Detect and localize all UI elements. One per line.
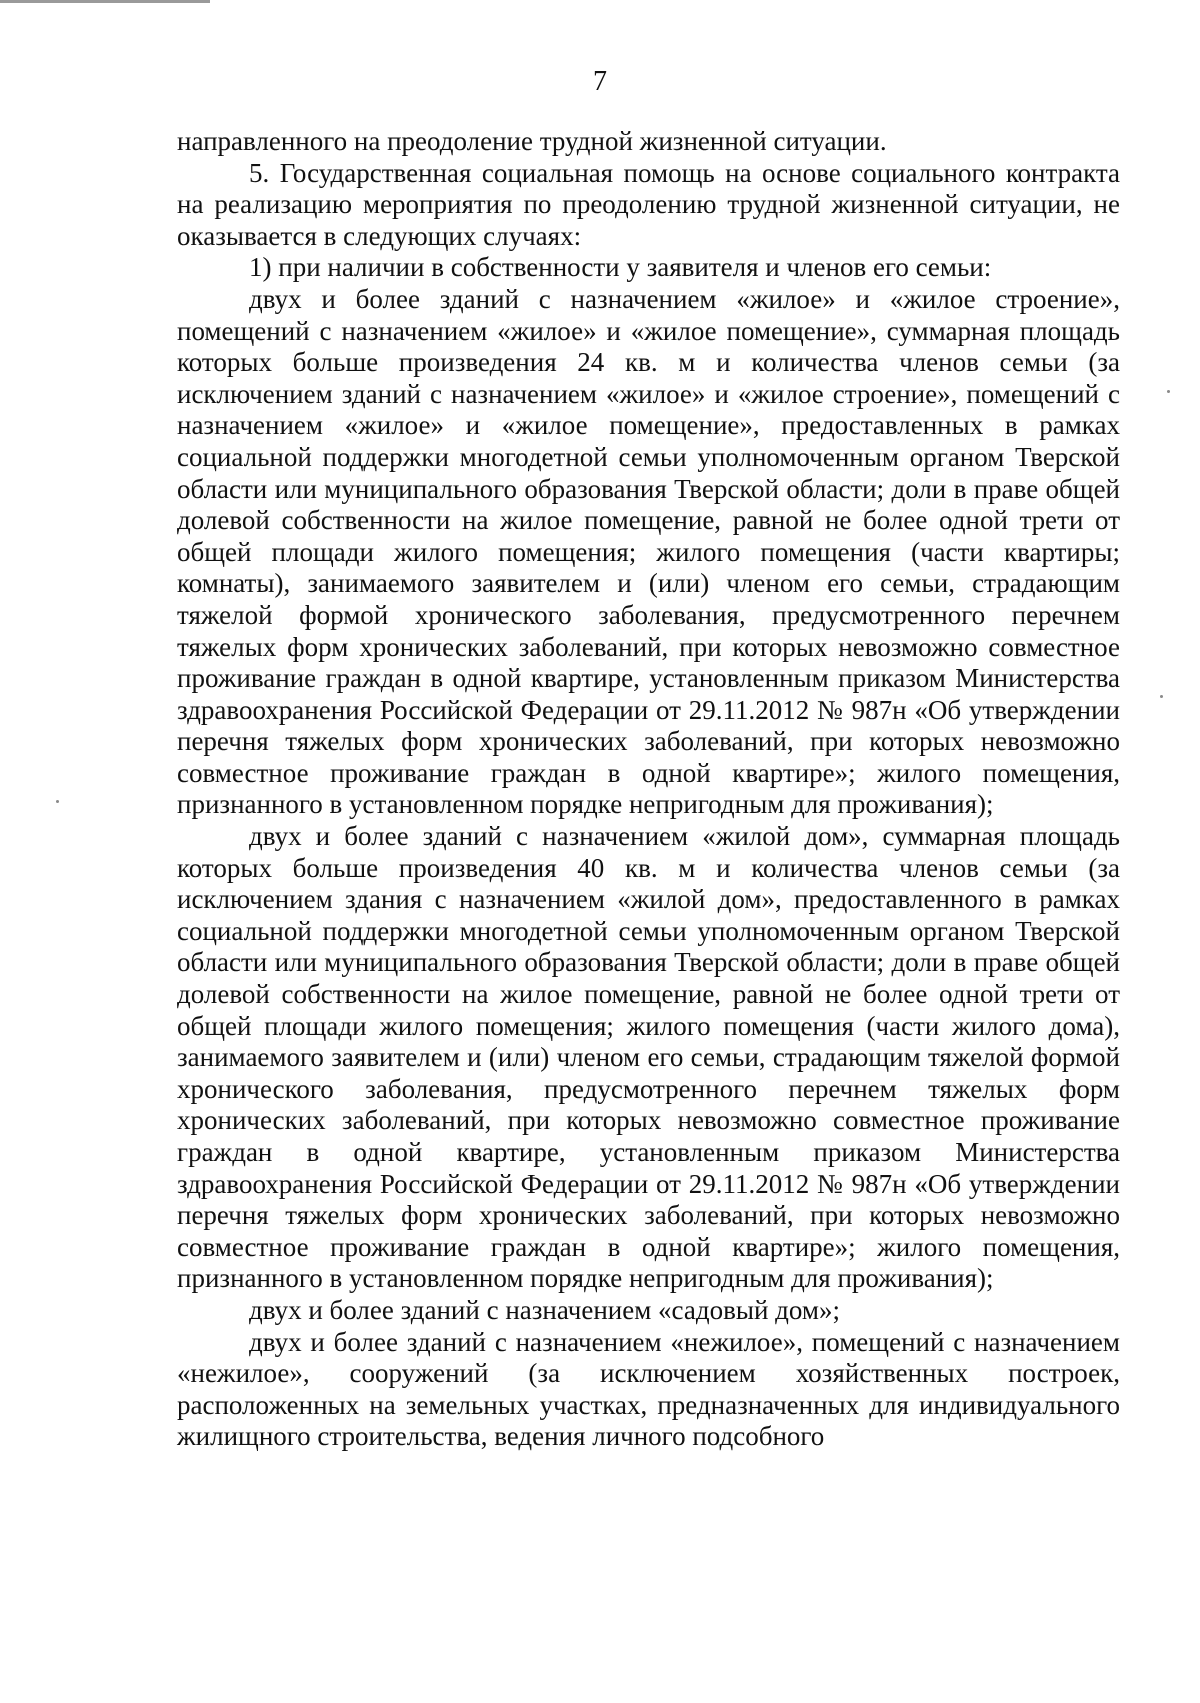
page-number: 7 — [593, 66, 607, 97]
paragraph-garden-houses: двух и более зданий с назначением «садовый дом»; — [249, 1294, 840, 1325]
paragraph-residential-houses: двух и более зданий с назначением «жилой дом», суммарная площадь которых больше произведения 40 кв. м и количества членов семьи (за исключением здания с назначением «жилой дом», предоставленного в рамках социальной поддержки многодетной семьи уполномоченным органом Тверской области или муниципального образования Тверской области; доли в праве общей долевой собственности на жилое помещение, равной не более одной трети от общей площади жилого помещения; жилого помещения (части жилого дома), занимаемого заявителем и (или) членом его семьи, страдающим тяжелой формой хронического заболевания, предусмотренного перечнем тяжелых форм хронических заболеваний, при которых невозможно совместное проживание граждан в одной квартире, установленным приказом Министерства здравоохранения Российской Федерации от 29.11.2012 № 987н «Об утверждении перечня тяжелых форм хронических заболеваний, при которых невозможно совместное проживание граждан в одной квартире»; жилого помещения, признанного в установленном порядке непригодным для проживания); — [177, 821, 1120, 1294]
document-body — [177, 126, 1120, 1453]
paragraph-residential-buildings: двух и более зданий с назначением «жилое» и «жилое строение», помещений с назначением «жилое» и «жилое помещение», суммарная площадь которых больше произведения 24 кв. м и количества членов семьи (за исключением зданий с назначением «жилое» и «жилое строение», помещений с назначением «жилое» и «жилое помещение», предоставленных в рамках социальной поддержки многодетной семьи уполномоченным органом Тверской области или муниципального образования Тверской области; доли в праве общей долевой собственности на жилое помещение, равной не более одной трети от общей площади жилого помещения; жилого помещения (части квартиры; комнаты), занимаемого заявителем и (или) членом его семьи, страдающим тяжелой формой хронического заболевания, предусмотренного перечнем тяжелых форм хронических заболеваний, при которых невозможно совместное проживание граждан в одной квартире, установленным приказом Министерства здравоохранения Российской Федерации от 29.11.2012 № 987н «Об утверждении перечня тяжелых форм хронических заболеваний, при которых невозможно совместное проживание граждан в одной квартире»; жилого помещения, признанного в установленном порядке непригодным для проживания); — [177, 283, 1120, 820]
scan-edge-mark — [0, 0, 210, 3]
scan-speck — [1167, 390, 1170, 393]
paragraph-subitem-1: 1) при наличии в собственности у заявителя и членов его семьи: — [249, 252, 992, 283]
scan-speck — [1160, 695, 1163, 698]
paragraph-non-residential: двух и более зданий с назначением «нежилое», помещений с назначением «нежилое», сооружений (за исключением хозяйственных построек, расположенных на земельных участках, предназначенных для индивидуального жилищного строительства, ведения личного подсобного — [177, 1326, 1120, 1452]
paragraph-item-5: 5. Государственная социальная помощь на основе социального контракта на реализацию мероприятия по преодолению трудной жизненной ситуации, не оказывается в следующих случаях: — [177, 157, 1120, 251]
paragraph-continuation: направленного на преодоление трудной жизненной ситуации. — [177, 126, 887, 156]
scan-speck — [56, 800, 59, 803]
